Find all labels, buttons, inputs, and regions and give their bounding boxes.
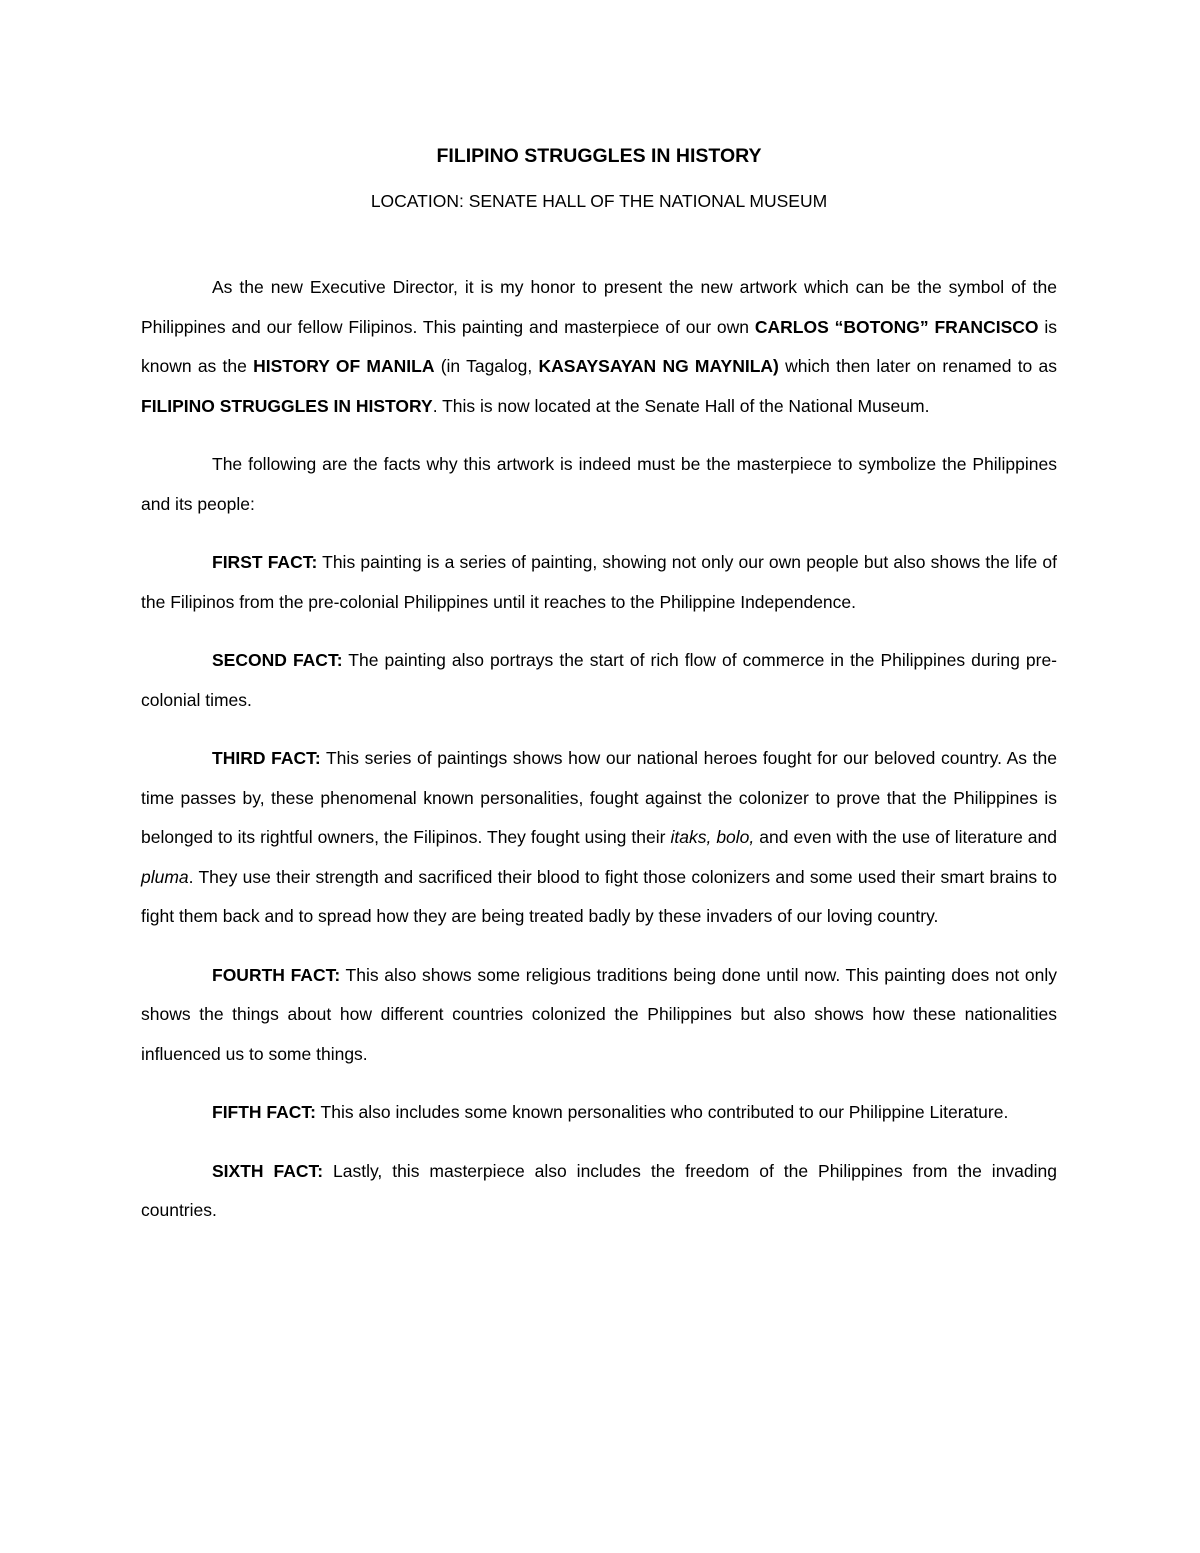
fact-paragraph-fourth [141, 956, 1057, 1075]
intro-text-1: As the new Executive Director, it is my honor to present the new artwork which can be the symbol of the Philippines and our fellow Filipinos. This painting and masterpiece of our own [141, 277, 1057, 337]
fact-italic-term: pluma [141, 866, 189, 887]
fact-text: Lastly, this masterpiece also includes the freedom of the Philippines from the invading countries. [141, 1160, 1057, 1220]
facts-intro-paragraph: The following are the facts why this artwork is indeed must be the masterpiece to symbolize the Philippines and its people: [141, 454, 1057, 514]
fact-label: FOURTH FACT: [212, 964, 341, 985]
intro-text-2: is known as the [141, 316, 1058, 376]
new-title: FILIPINO STRUGGLES IN HISTORY [141, 395, 433, 416]
fact-italic-term: itaks, bolo, [670, 827, 755, 847]
artist-name: CARLOS “BOTONG” FRANCISCO [754, 316, 1039, 337]
fact-text: This painting is a series of painting, showing not only our own people but also shows the life of the Filipinos from the pre-colonial Philippines until it reaches to the Philippine Independence. [141, 552, 1057, 612]
fact-text: This also includes some known personalities who contributed to our Philippine Literature. [316, 1102, 1009, 1122]
intro-text-5: . This is now located at the Senate Hall of the National Museum. [432, 395, 930, 416]
fact-paragraph-third [141, 739, 1057, 937]
fact-label: FIFTH FACT: [212, 1102, 317, 1122]
tagalog-title: KASAYSAYAN NG MAYNILA) [538, 356, 779, 376]
fact-text: This series of paintings shows how our national heroes fought for our beloved country. As the time passes by, these phenomenal known personalities, fought against the colonizer to prove that the Philippines is belonged to its rightful owners, the Filipinos. They fought using their [141, 748, 1057, 847]
fact-text: The painting also portrays the start of rich flow of commerce in the Philippines during pre-colonial times. [141, 650, 1058, 710]
fact-text: . They use their strength and sacrificed their blood to fight those colonizers and some used their smart brains to fight them back and to spread how they are being treated badly by these invaders of our loving country. [141, 866, 1057, 926]
document-title: FILIPINO STRUGGLES IN HISTORY [436, 145, 762, 167]
intro-paragraph [141, 268, 1057, 426]
fact-paragraph-fifth [141, 1093, 1057, 1133]
fact-label: THIRD FACT: [212, 748, 321, 768]
intro-text-4: which then later on renamed to as [778, 356, 1058, 376]
original-title: HISTORY OF MANILA [253, 356, 435, 376]
fact-text: and even with the use of literature and [754, 827, 1058, 847]
intro-text-3: (in Tagalog, [434, 356, 539, 376]
fact-label: FIRST FACT: [212, 552, 318, 572]
fact-label: SIXTH FACT: [212, 1160, 324, 1181]
fact-paragraph-second [141, 641, 1057, 720]
document-location: LOCATION: SENATE HALL OF THE NATIONAL MUSEUM [370, 191, 828, 211]
fact-label: SECOND FACT: [212, 650, 343, 670]
document-body [141, 142, 1057, 1250]
fact-paragraph-first [141, 543, 1057, 622]
fact-text: This also shows some religious traditions being done until now. This painting does not only shows the things about how different countries colonized the Philippines but also shows how these nationalities influenced us to some things. [141, 964, 1057, 1064]
fact-paragraph-sixth [141, 1152, 1057, 1231]
